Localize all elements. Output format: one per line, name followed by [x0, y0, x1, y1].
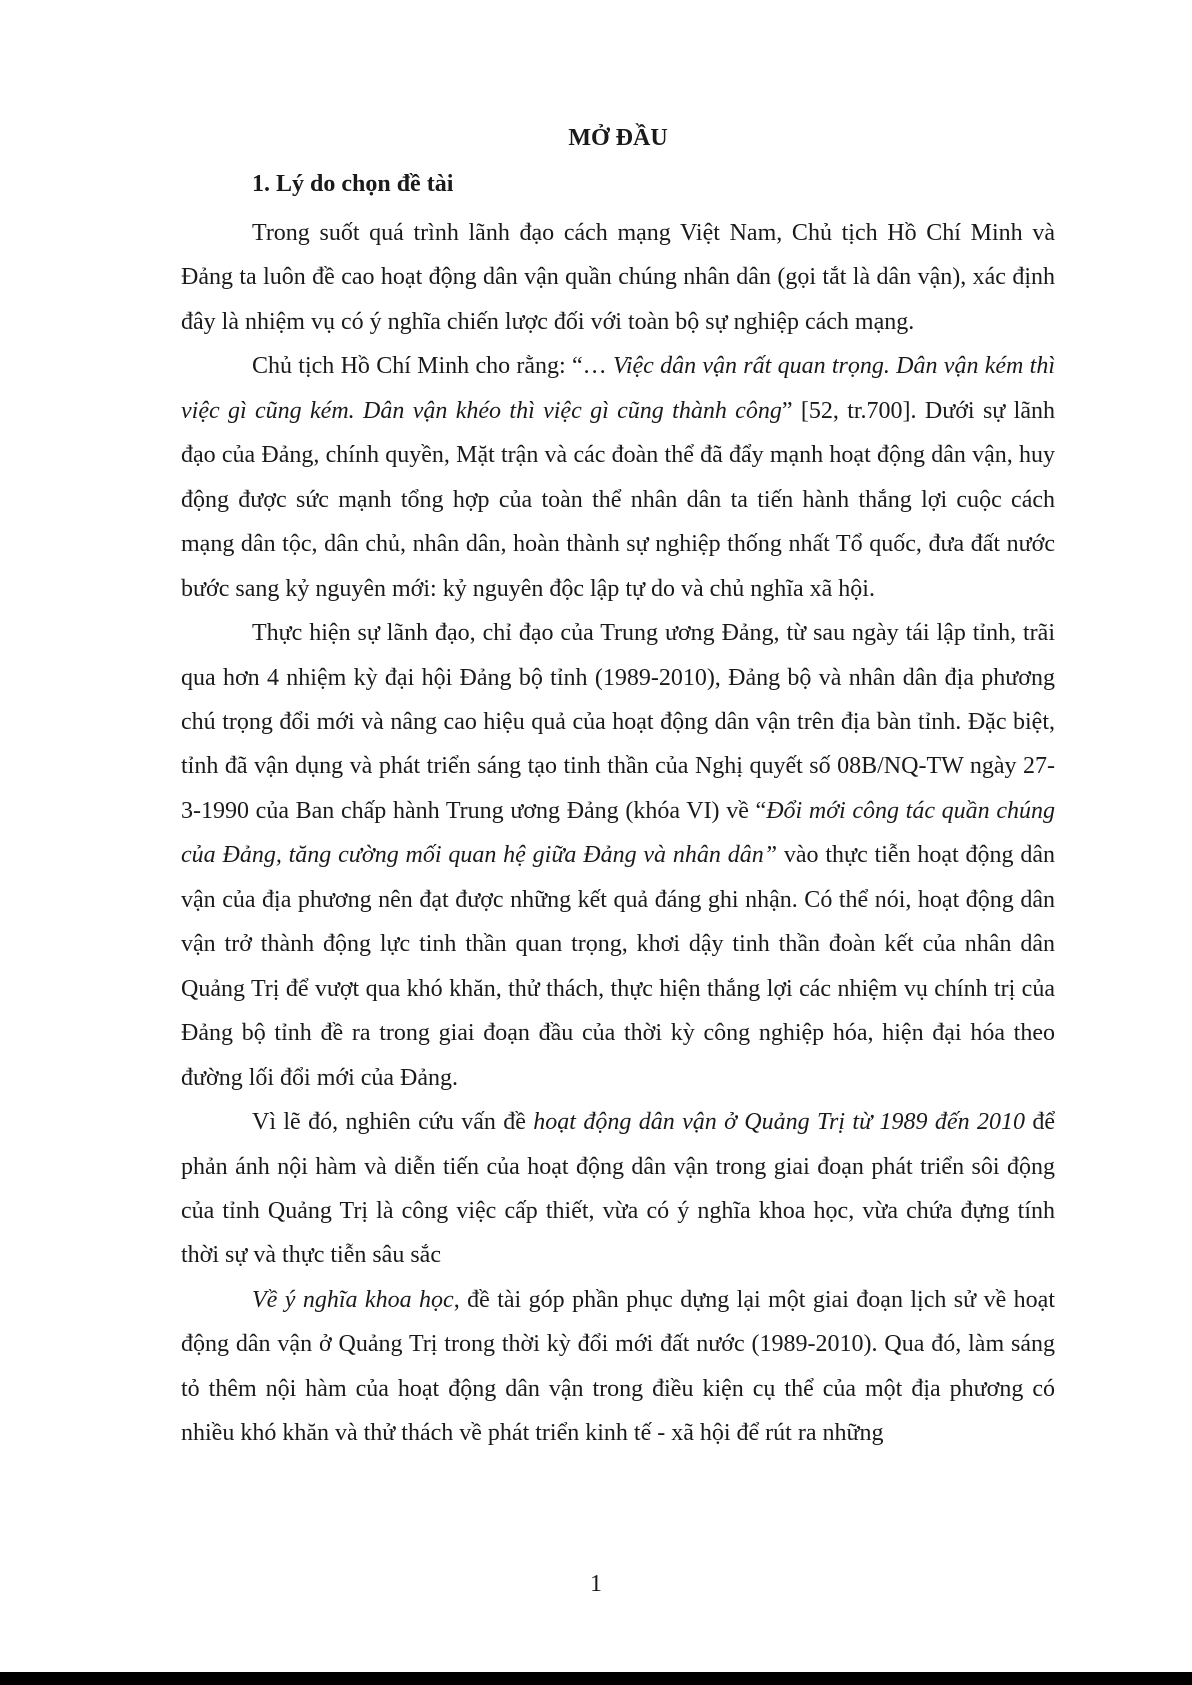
paragraph-2-text: Chủ tịch Hồ Chí Minh cho rằng: “…: [252, 353, 613, 380]
quote-italic: Việc dân vận rất quan trọng. Dân vận kém thì việc gì cũng kém. Dân vận khéo thì việc gì cũng thành công: [181, 353, 1055, 424]
scientific-meaning-italic: Về ý nghĩa khoa học: [252, 1286, 454, 1313]
paragraph-5: [181, 1278, 1055, 1456]
paragraph-3-text-cont: vào thực tiễn hoạt động dân vận của địa phương nên đạt được những kết quả đáng ghi nhận. Có thể nói, hoạt động dân vận trở thành động lực tinh thần quan trọng, khơi dậy tinh thần đoàn kết của nhân dân Quảng Trị để vượt qua khó khăn, thử thách, thực hiện thắng lợi các nhiệm vụ chính trị của Đảng bộ tỉnh đề ra trong giai đoạn đầu của thời kỳ công nghiệp hóa, hiện đại hóa theo đường lối đổi mới của Đảng.: [181, 842, 1055, 1091]
paragraph-4: [181, 1100, 1055, 1278]
resolution-title-italic: Đổi mới công tác quần chúng của Đảng, tăng cường mối quan hệ giữa Đảng và nhân dân”: [181, 797, 1055, 869]
paragraph-1-text: Trong suốt quá trình lãnh đạo cách mạng Việt Nam, Chủ tịch Hồ Chí Minh và Đảng ta luôn đề cao hoạt động dân vận quần chúng nhân dân (gọi tắt là dân vận), xác định đây là nhiệm vụ có ý nghĩa chiến lược đối với toàn bộ sự nghiệp cách mạng.: [181, 220, 1055, 335]
topic-italic: hoạt động dân vận ở Quảng Trị từ 1989 đến 2010: [533, 1109, 1025, 1136]
paragraph-1: [181, 211, 1055, 344]
page-title: MỞ ĐẦU: [568, 125, 668, 151]
paragraph-2-text-cont: ” [52, tr.700]. Dưới sự lãnh đạo của Đảng, chính quyền, Mặt trận và các đoàn thể đã đẩy mạnh hoạt động dân vận, huy động được sức mạnh tổng hợp của toàn thể nhân dân ta tiến hành thắng lợi cuộc cách mạng dân tộc, dân chủ, nhân dân, hoàn thành sự nghiệp thống nhất Tổ quốc, đưa đất nước bước sang kỷ nguyên mới: kỷ nguyên độc lập tự do và chủ nghĩa xã hội.: [181, 397, 1055, 602]
bottom-border-bar: [0, 1672, 1192, 1685]
paragraph-3: [181, 611, 1055, 1100]
page-number: 1: [590, 1571, 602, 1597]
paragraph-2: [181, 344, 1055, 611]
paragraph-4-text: Vì lẽ đó, nghiên cứu vấn đề: [252, 1109, 534, 1136]
paragraph-4-text-cont: để phản ánh nội hàm và diễn tiến của hoạt động dân vận trong giai đoạn phát triển sôi động của tỉnh Quảng Trị là công việc cấp thiết, vừa có ý nghĩa khoa học, vừa chứa đựng tính thời sự và thực tiễn sâu sắc: [181, 1109, 1056, 1269]
body-text: [181, 211, 1055, 1456]
section-heading: 1. Lý do chọn đề tài: [252, 171, 454, 197]
paragraph-5-text: , đề tài góp phần phục dựng lại một giai đoạn lịch sử về hoạt động dân vận ở Quảng Trị trong thời kỳ đổi mới đất nước (1989-2010). Qua đó, làm sáng tỏ thêm nội hàm của hoạt động dân vận trong điều kiện cụ thể của một địa phương có nhiều khó khăn và thử thách về phát triển kinh tế - xã hội để rút ra những: [181, 1286, 1056, 1447]
paragraph-3-text: Thực hiện sự lãnh đạo, chỉ đạo của Trung ương Đảng, từ sau ngày tái lập tỉnh, trãi qua hơn 4 nhiệm kỳ đại hội Đảng bộ tỉnh (1989-2010), Đảng bộ và nhân dân địa phương chú trọng đổi mới và nâng cao hiệu quả của hoạt động dân vận trên địa bàn tỉnh. Đặc biệt, tỉnh đã vận dụng và phát triển sáng tạo tinh thần của Nghị quyết số 08B/NQ-TW ngày 27-3-1990 của Ban chấp hành Trung ương Đảng (khóa VI) về “: [181, 620, 1055, 824]
